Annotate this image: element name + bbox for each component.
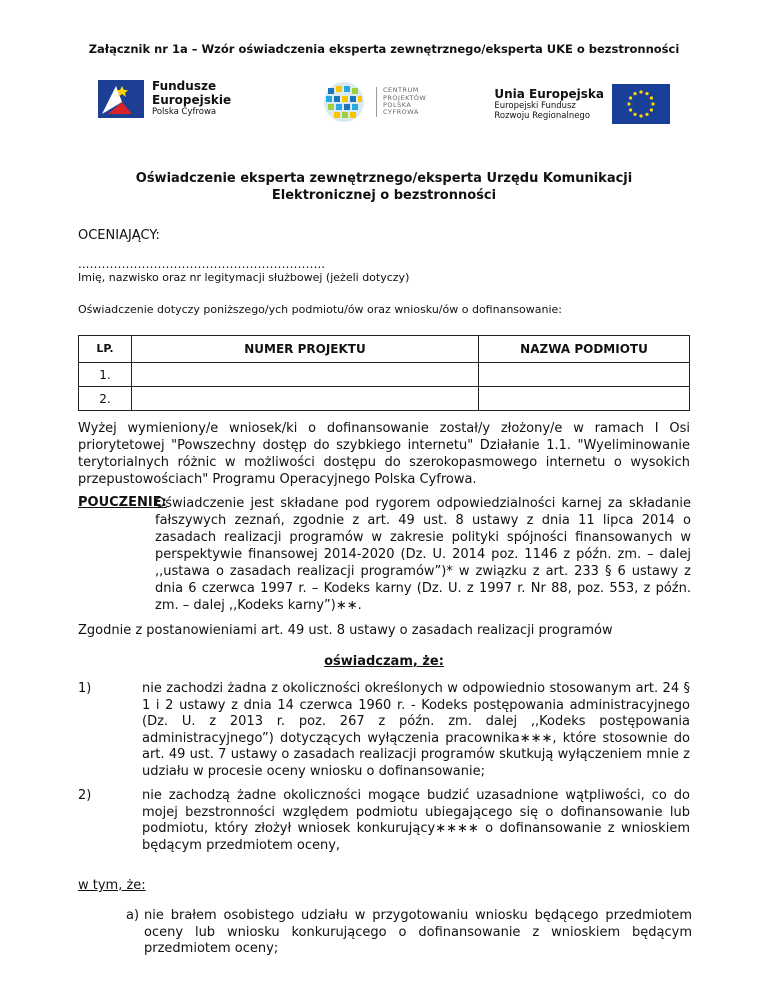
item-number: 1) bbox=[78, 681, 92, 696]
fe-line1: Fundusze bbox=[152, 79, 217, 94]
subitem-label: a) bbox=[126, 908, 140, 923]
document-title: Oświadczenie eksperta zewnętrznego/eksperta Urzędu Komunikacji Elektronicznej o bezstronności bbox=[135, 171, 633, 203]
table-row bbox=[79, 363, 690, 387]
table-row bbox=[79, 387, 690, 411]
fe-line3: Polska Cyfrowa bbox=[152, 106, 217, 117]
logo-centrum-projektow bbox=[320, 80, 426, 124]
ue-line3: Rozwoju Regionalnego bbox=[494, 111, 591, 122]
ue-line2: Europejski Fundusz bbox=[494, 101, 576, 111]
declaration-item-2 bbox=[78, 788, 690, 854]
logo-unia-europejska bbox=[494, 84, 670, 124]
notice-text: Oświadczenie jest składane pod rygorem odpowiedzialności karnej za składanie fałszywych zeznań, zgodnie z art. 49 ust. 8 ustawy z dnia 11 lipca 2014 o zasadach realizacji programów w zakresie polityki spójności finansowanych w perspektywie finansowej 2014-2020 (Dz. U. 2014 poz. 1146 z późn. zm. – dalej ,,ustawa o zasadach realizacji programów”)* w związku z art. 233 § 6 ustawy z dnia 6 czerwca 1997 r. – Kodeks karny (Dz. U. z 1997 r. Nr 88, poz. 553, z późn. zm. – dalej ,,Kodeks karny”)∗∗. bbox=[155, 496, 691, 613]
accordance-text: Zgodnie z postanowieniami art. 49 ust. 8 ustawy o zasadach realizacji programów bbox=[78, 623, 613, 638]
project-number-cell[interactable] bbox=[132, 363, 479, 387]
declare-heading: oświadczam, że: bbox=[324, 654, 444, 669]
cp-line2: PROJEKTÓW bbox=[383, 93, 427, 102]
entity-name-cell[interactable] bbox=[479, 387, 690, 411]
header-lp: LP. bbox=[79, 336, 132, 363]
projects-table bbox=[78, 335, 690, 411]
notice-label: POUCZENIE: bbox=[78, 495, 167, 510]
header-project-number: NUMER PROJEKTU bbox=[132, 336, 479, 363]
cpp-mosaic-icon bbox=[320, 80, 368, 124]
cp-line4: CYFROWA bbox=[383, 108, 419, 117]
header-entity-name: NAZWA PODMIOTU bbox=[479, 336, 690, 363]
item-text: nie zachodzi żadna z okoliczności określonych w odpowiednio stosowanym art. 24 § 1 i 2 ustawy z dnia 14 czerwca 1960 r. - Kodeks postępowania administracyjnego (Dz. U. z 2013 r. poz. 267 z późn. zm. dalej ,,Kodeks postępowania administracyjnego”) dotyczących wyłączenia pracownika∗∗∗, które stosownie do art. 49 ust. 7 ustawy o zasadach realizacji programów skutkują wyłączeniem mnie z udziału w procesie oceny wniosku o dofinansowanie; bbox=[142, 681, 690, 779]
declaration-subitem-a bbox=[126, 908, 692, 958]
ue-line1: Unia Europejska bbox=[494, 86, 604, 101]
entity-name-cell[interactable] bbox=[479, 363, 690, 387]
assessor-name-line: ...………………………………………………….. bbox=[78, 257, 326, 271]
row-number: 1. bbox=[79, 363, 132, 387]
logos-bar bbox=[98, 80, 670, 136]
concerns-text: Oświadczenie dotyczy poniższego/ych podmiotu/ów oraz wniosku/ów o dofinansowanie: bbox=[78, 303, 562, 316]
application-paragraph: Wyżej wymieniony/e wniosek/ki o dofinansowanie został/y złożony/e w ramach I Osi priorytetowej "Powszechny dostęp do szybkiego internetu" Działanie 1.1. "Wyeliminowanie terytorialnych różnic w możliwości dostępu do szerokopasmowego internetu o wysokich przepustowościach" Programu Operacyjnego Polska Cyfrowa. bbox=[78, 421, 690, 487]
item-number: 2) bbox=[78, 788, 92, 803]
table-header-row bbox=[79, 336, 690, 363]
cp-line3: POLSKA bbox=[383, 101, 412, 109]
including-label: w tym, że: bbox=[78, 878, 146, 893]
eu-flag-icon bbox=[612, 84, 670, 124]
declaration-item-1 bbox=[78, 681, 690, 780]
name-hint: Imię, nazwisko oraz nr legitymacji służbowej (jeżeli dotyczy) bbox=[78, 271, 410, 284]
cp-line1: CENTRUM bbox=[383, 86, 419, 95]
assessor-label: OCENIAJĄCY: bbox=[78, 228, 160, 243]
subitem-text: nie brałem osobistego udziału w przygotowaniu wniosku będącego przedmiotem oceny lub wniosku konkurującego o dofinansowanie z wnioskiem będącym przedmiotem oceny; bbox=[144, 908, 692, 956]
project-number-cell[interactable] bbox=[132, 387, 479, 411]
row-number: 2. bbox=[79, 387, 132, 411]
fe-flag-icon bbox=[98, 80, 144, 118]
fe-line2: Europejskie bbox=[152, 93, 232, 108]
header-note: Załącznik nr 1a – Wzór oświadczenia eksperta zewnętrznego/eksperta UKE o bezstronności bbox=[88, 42, 680, 56]
item-text: nie zachodzą żadne okoliczności mogące budzić uzasadnione wątpliwości, co do mojej bezstronności względem podmiotu ubiegającego się o dofinansowanie lub podmiotu, który złożył wniosek konkurujący∗∗∗∗ o dofinansowanie z wnioskiem będącym przedmiotem oceny, bbox=[142, 788, 690, 853]
logo-fundusze-europejskie bbox=[98, 80, 231, 118]
